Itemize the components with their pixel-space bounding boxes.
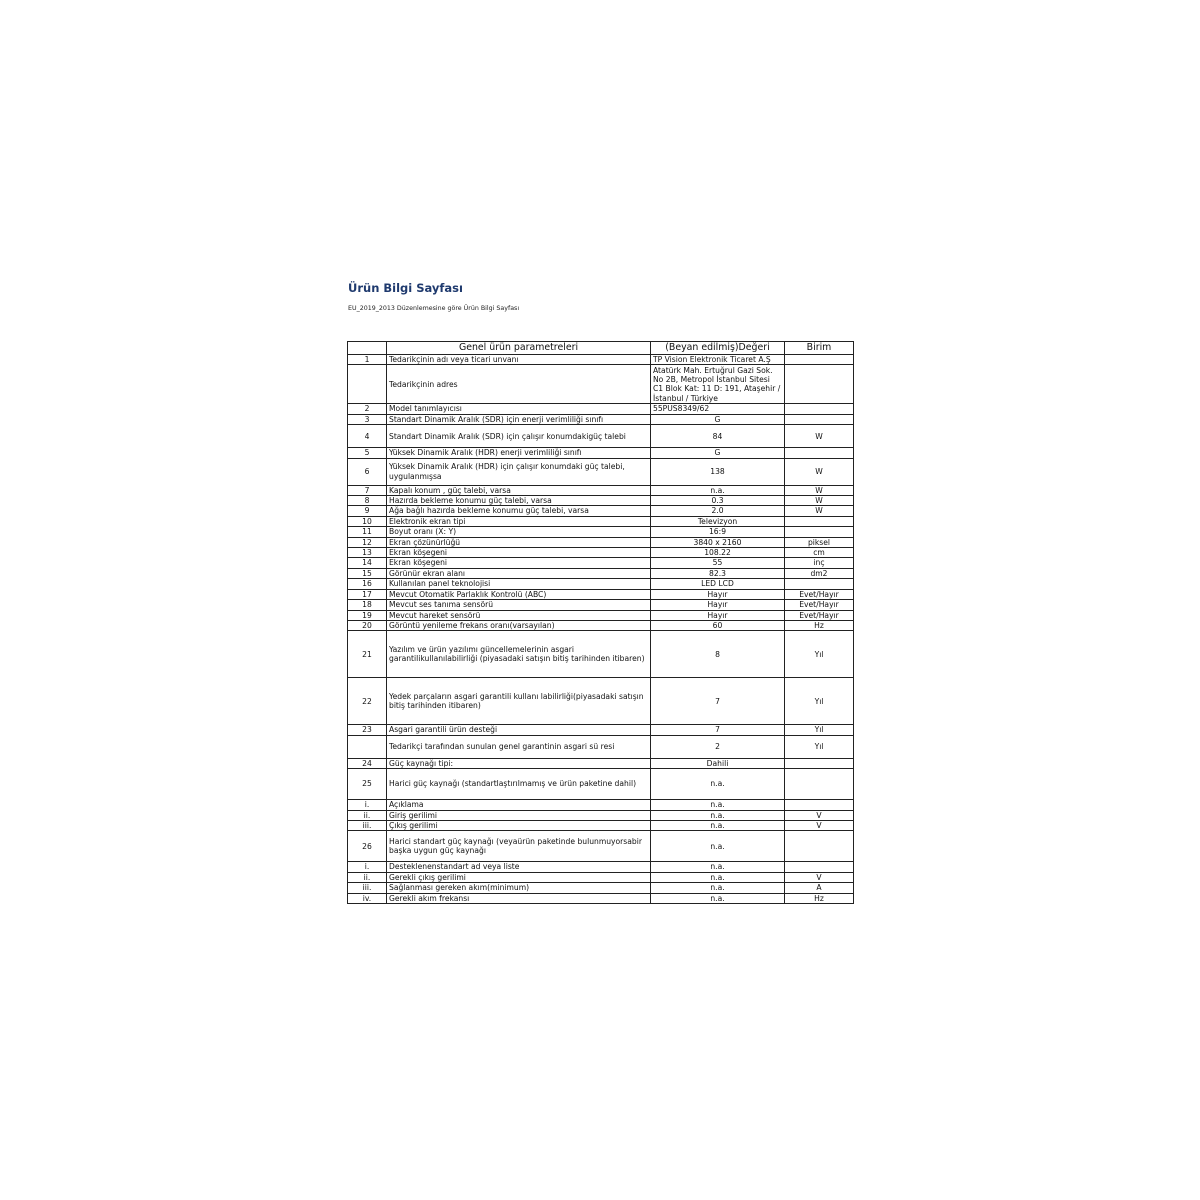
value-cell: Atatürk Mah. Ertuğrul Gazi Sok. No 2B, Metropol İstanbul Sitesi C1 Blok Kat: 11 D: 191, Ataşehir / İstanbul / Türkiye (651, 365, 785, 404)
unit-cell: cm (785, 548, 854, 558)
value-cell: 2.0 (651, 506, 785, 516)
parameter-cell: Kullanılan panel teknolojisi (387, 579, 651, 589)
parameter-cell: Görünür ekran alanı (387, 568, 651, 578)
table-header-row (348, 342, 854, 355)
row-number-cell: 15 (348, 568, 387, 578)
unit-cell: V (785, 820, 854, 830)
table-row (348, 355, 854, 365)
unit-cell (785, 448, 854, 458)
parameter-cell: Harici standart güç kaynağı (veyaürün paketinde bulunmuyorsabir başka uygun güç kaynağı (387, 831, 651, 862)
table-row (348, 448, 854, 458)
value-cell: 138 (651, 458, 785, 485)
value-cell: n.a. (651, 883, 785, 893)
row-number-cell: ii. (348, 810, 387, 820)
header-value: (Beyan edilmiş)Değeri (651, 342, 785, 355)
table-row (348, 862, 854, 872)
parameter-cell: Mevcut ses tanıma sensörü (387, 600, 651, 610)
table-row (348, 758, 854, 768)
value-cell: 55 (651, 558, 785, 568)
row-number-cell: 6 (348, 458, 387, 485)
parameter-cell: Yazılım ve ürün yazılımı güncellemelerinin asgari garantilikullanılabilirliği (piyasadaki satışın bitiş tarihinden itibaren) (387, 631, 651, 678)
parameter-cell: Sağlanması gereken akım(minimum) (387, 883, 651, 893)
row-number-cell: 8 (348, 496, 387, 506)
parameter-cell: Yüksek Dinamik Aralık (HDR) enerji verimliliği sınıfı (387, 448, 651, 458)
parameter-cell: Tedarikçi tarafından sunulan genel garantinin asgari sü resi (387, 735, 651, 758)
unit-cell: W (785, 485, 854, 495)
parameter-cell: Mevcut hareket sensörü (387, 610, 651, 620)
unit-cell: Yıl (785, 631, 854, 678)
parameter-cell: Tedarikçinin adı veya ticari unvanı (387, 355, 651, 365)
value-cell: 55PUS8349/62 (651, 404, 785, 414)
table-row (348, 883, 854, 893)
parameter-cell: Yüksek Dinamik Aralık (HDR) için çalışır konumdaki güç talebi, uygulanmışsa (387, 458, 651, 485)
table-row (348, 579, 854, 589)
parameter-cell: Standart Dinamik Aralık (SDR) için çalışır konumdakigüç talebi (387, 425, 651, 448)
row-number-cell: 7 (348, 485, 387, 495)
table-row (348, 872, 854, 882)
parameter-cell: Mevcut Otomatik Parlaklık Kontrolü (ABC) (387, 589, 651, 599)
table-row (348, 458, 854, 485)
value-cell: n.a. (651, 893, 785, 903)
value-cell: 82.3 (651, 568, 785, 578)
table-row (348, 725, 854, 735)
row-number-cell: iii. (348, 820, 387, 830)
row-number-cell: 4 (348, 425, 387, 448)
value-cell: 8 (651, 631, 785, 678)
unit-cell (785, 414, 854, 424)
unit-cell: W (785, 458, 854, 485)
parameter-cell: Model tanımlayıcısı (387, 404, 651, 414)
unit-cell (785, 758, 854, 768)
parameter-cell: Desteklenenstandart ad veya liste (387, 862, 651, 872)
parameter-cell: Tedarikçinin adres (387, 365, 651, 404)
value-cell: Hayır (651, 589, 785, 599)
row-number-cell: 14 (348, 558, 387, 568)
unit-cell (785, 769, 854, 800)
row-number-cell: i. (348, 862, 387, 872)
row-number-cell: ii. (348, 872, 387, 882)
table-row (348, 527, 854, 537)
unit-cell (785, 831, 854, 862)
table-row (348, 568, 854, 578)
parameter-cell: Asgari garantili ürün desteği (387, 725, 651, 735)
table-row (348, 820, 854, 830)
row-number-cell: 20 (348, 620, 387, 630)
parameter-cell: Ekran köşegeni (387, 558, 651, 568)
parameter-cell: Gerekli çıkış gerilimi (387, 872, 651, 882)
parameter-cell: Elektronik ekran tipi (387, 516, 651, 526)
value-cell: Hayır (651, 600, 785, 610)
parameter-cell: Çıkış gerilimi (387, 820, 651, 830)
table-row (348, 516, 854, 526)
parameter-cell: Standart Dinamik Aralık (SDR) için enerji verimliliği sınıfı (387, 414, 651, 424)
unit-cell: Yıl (785, 725, 854, 735)
row-number-cell: 24 (348, 758, 387, 768)
table-row (348, 404, 854, 414)
table-row (348, 800, 854, 810)
value-cell: 60 (651, 620, 785, 630)
row-number-cell: 1 (348, 355, 387, 365)
unit-cell: Evet/Hayır (785, 600, 854, 610)
unit-cell: V (785, 810, 854, 820)
table-row (348, 558, 854, 568)
value-cell: LED LCD (651, 579, 785, 589)
unit-cell (785, 862, 854, 872)
unit-cell: dm2 (785, 568, 854, 578)
unit-cell: A (785, 883, 854, 893)
parameter-cell: Ekran çözünürlüğü (387, 537, 651, 547)
parameter-cell: Açıklama (387, 800, 651, 810)
parameter-cell: Ekran köşegeni (387, 548, 651, 558)
table-row (348, 610, 854, 620)
unit-cell: inç (785, 558, 854, 568)
table-row (348, 506, 854, 516)
unit-cell: Evet/Hayır (785, 589, 854, 599)
row-number-cell (348, 365, 387, 404)
value-cell: 3840 x 2160 (651, 537, 785, 547)
row-number-cell: 25 (348, 769, 387, 800)
unit-cell (785, 579, 854, 589)
unit-cell: W (785, 506, 854, 516)
value-cell: 108.22 (651, 548, 785, 558)
unit-cell (785, 355, 854, 365)
row-number-cell: 9 (348, 506, 387, 516)
value-cell: TP Vision Elektronik Ticaret A.Ş (651, 355, 785, 365)
parameter-cell: Görüntü yenileme frekans oranı(varsayılan) (387, 620, 651, 630)
parameter-cell: Ağa bağlı hazırda bekleme konumu güç talebi, varsa (387, 506, 651, 516)
unit-cell (785, 404, 854, 414)
value-cell: 7 (651, 725, 785, 735)
row-number-cell: 16 (348, 579, 387, 589)
row-number-cell: 23 (348, 725, 387, 735)
table-row (348, 810, 854, 820)
product-info-table (347, 341, 854, 904)
value-cell: n.a. (651, 810, 785, 820)
row-number-cell: 3 (348, 414, 387, 424)
header-unit: Birim (785, 342, 854, 355)
unit-cell: Hz (785, 893, 854, 903)
row-number-cell: i. (348, 800, 387, 810)
value-cell: n.a. (651, 820, 785, 830)
value-cell: 16:9 (651, 527, 785, 537)
table-row (348, 485, 854, 495)
parameter-cell: Kapalı konum , güç talebi, varsa (387, 485, 651, 495)
row-number-cell: 13 (348, 548, 387, 558)
table-row (348, 537, 854, 547)
parameter-cell: Güç kaynağı tipi: (387, 758, 651, 768)
row-number-cell: 17 (348, 589, 387, 599)
table-row (348, 589, 854, 599)
value-cell: G (651, 448, 785, 458)
unit-cell: Evet/Hayır (785, 610, 854, 620)
table-row (348, 769, 854, 800)
value-cell: 2 (651, 735, 785, 758)
row-number-cell: 19 (348, 610, 387, 620)
table-row (348, 496, 854, 506)
row-number-cell: 18 (348, 600, 387, 610)
table-row (348, 548, 854, 558)
row-number-cell (348, 735, 387, 758)
unit-cell: Hz (785, 620, 854, 630)
unit-cell: W (785, 425, 854, 448)
row-number-cell: 2 (348, 404, 387, 414)
unit-cell (785, 527, 854, 537)
value-cell: Dahili (651, 758, 785, 768)
value-cell: n.a. (651, 800, 785, 810)
row-number-cell: 12 (348, 537, 387, 547)
row-number-cell: iv. (348, 893, 387, 903)
row-number-cell: 11 (348, 527, 387, 537)
table-row (348, 365, 854, 404)
value-cell: 0.3 (651, 496, 785, 506)
value-cell: n.a. (651, 769, 785, 800)
unit-cell: V (785, 872, 854, 882)
value-cell: n.a. (651, 485, 785, 495)
page-title: Ürün Bilgi Sayfası (348, 281, 463, 295)
table-row (348, 600, 854, 610)
unit-cell (785, 516, 854, 526)
row-number-cell: 22 (348, 678, 387, 725)
table-row (348, 831, 854, 862)
table-row (348, 414, 854, 424)
value-cell: 7 (651, 678, 785, 725)
parameter-cell: Harici güç kaynağı (standartlaştırılmamış ve ürün paketine dahil) (387, 769, 651, 800)
unit-cell: W (785, 496, 854, 506)
header-no (348, 342, 387, 355)
parameter-cell: Giriş gerilimi (387, 810, 651, 820)
value-cell: n.a. (651, 831, 785, 862)
value-cell: G (651, 414, 785, 424)
table-row (348, 425, 854, 448)
table-row (348, 678, 854, 725)
row-number-cell: iii. (348, 883, 387, 893)
parameter-cell: Hazırda bekleme konumu güç talebi, varsa (387, 496, 651, 506)
table-row (348, 620, 854, 630)
value-cell: Hayır (651, 610, 785, 620)
row-number-cell: 10 (348, 516, 387, 526)
table-row (348, 735, 854, 758)
value-cell: 84 (651, 425, 785, 448)
row-number-cell: 5 (348, 448, 387, 458)
value-cell: n.a. (651, 862, 785, 872)
page-subtitle: EU_2019_2013 Düzenlemesine göre Ürün Bilgi Sayfası (348, 305, 520, 312)
unit-cell: Yıl (785, 735, 854, 758)
unit-cell: piksel (785, 537, 854, 547)
table-row (348, 893, 854, 903)
value-cell: Televizyon (651, 516, 785, 526)
parameter-cell: Gerekli akım frekansı (387, 893, 651, 903)
unit-cell: Yıl (785, 678, 854, 725)
parameter-cell: Boyut oranı (X: Y) (387, 527, 651, 537)
unit-cell (785, 800, 854, 810)
value-cell: n.a. (651, 872, 785, 882)
table-row (348, 631, 854, 678)
parameter-cell: Yedek parçaların asgari garantili kullanı labilirliği(piyasadaki satışın bitiş tarihinden itibaren) (387, 678, 651, 725)
unit-cell (785, 365, 854, 404)
header-parameter: Genel ürün parametreleri (387, 342, 651, 355)
row-number-cell: 26 (348, 831, 387, 862)
row-number-cell: 21 (348, 631, 387, 678)
